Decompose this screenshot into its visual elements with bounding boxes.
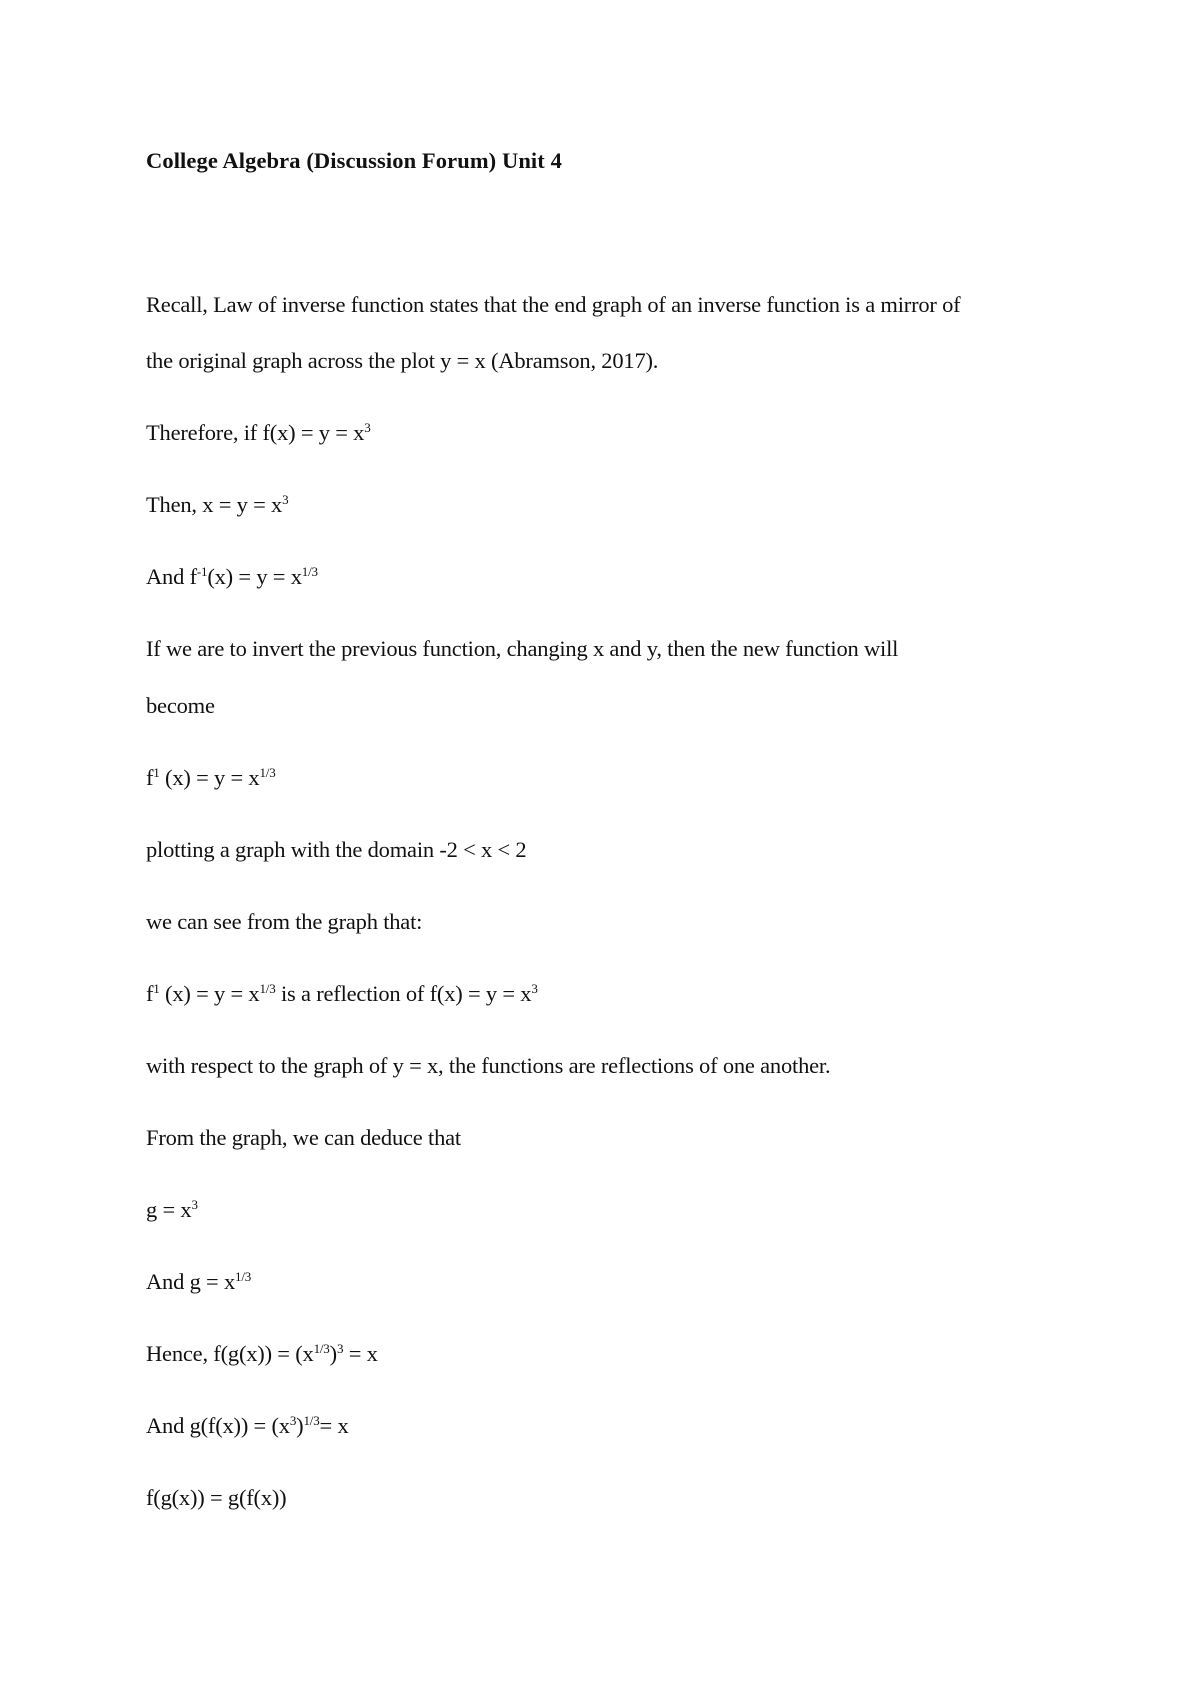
equation-exponent: 1/3 bbox=[301, 563, 318, 579]
equation-line bbox=[146, 1196, 198, 1222]
equation-exponent: 3 bbox=[531, 980, 538, 996]
equation-text: Then, x = y = x bbox=[146, 492, 283, 517]
equation-exponent: 1/3 bbox=[313, 1340, 330, 1356]
equation-exponent: -1 bbox=[196, 563, 208, 579]
equation-text: ) bbox=[296, 1413, 304, 1438]
paragraph-line: From the graph, we can deduce that bbox=[146, 1125, 461, 1150]
equation-text: (x) = y = x bbox=[207, 564, 302, 589]
equation-line bbox=[146, 1268, 252, 1294]
equation-exponent: 3 bbox=[191, 1196, 198, 1212]
equation-line bbox=[146, 980, 538, 1006]
paragraph-line: we can see from the graph that: bbox=[146, 909, 423, 934]
equation-text: f bbox=[146, 981, 154, 1006]
equation-text: Hence, f(g(x)) = (x bbox=[146, 1341, 314, 1366]
equation-line: f(g(x)) = g(f(x)) bbox=[146, 1485, 287, 1510]
equation-text: And g = x bbox=[146, 1269, 236, 1294]
equation-line bbox=[146, 764, 276, 790]
equation-text: is a reflection of f(x) = y = x bbox=[275, 981, 532, 1006]
equation-line bbox=[146, 1412, 349, 1438]
equation-text: And f bbox=[146, 564, 197, 589]
equation-line bbox=[146, 1340, 378, 1366]
equation-exponent: 1/3 bbox=[235, 1268, 252, 1284]
paragraph-line: If we are to invert the previous function, changing x and y, then the new function will bbox=[146, 636, 899, 661]
equation-exponent: 1 bbox=[153, 764, 160, 780]
equation-text: = x bbox=[319, 1413, 349, 1438]
paragraph-line: the original graph across the plot y = x (Abramson, 2017). bbox=[146, 348, 659, 373]
equation-exponent: 1/3 bbox=[259, 980, 276, 996]
document-title: College Algebra (Discussion Forum) Unit 4 bbox=[146, 148, 562, 173]
paragraph-line: Recall, Law of inverse function states that the end graph of an inverse function is a mirror of bbox=[146, 292, 961, 317]
equation-line bbox=[146, 491, 289, 517]
equation-text: (x) = y = x bbox=[159, 981, 260, 1006]
equation-text: f bbox=[146, 765, 154, 790]
equation-text: And g(f(x)) = (x bbox=[146, 1413, 290, 1438]
paragraph-line: with respect to the graph of y = x, the functions are reflections of one another. bbox=[146, 1053, 831, 1078]
paragraph-line: plotting a graph with the domain -2 < x < 2 bbox=[146, 837, 527, 862]
equation-exponent: 3 bbox=[289, 1412, 297, 1428]
equation-exponent: 3 bbox=[336, 1340, 344, 1356]
equation-text: (x) = y = x bbox=[159, 765, 260, 790]
equation-exponent: 1 bbox=[153, 980, 160, 996]
equation-exponent: 3 bbox=[282, 491, 289, 507]
equation-text: g = x bbox=[146, 1197, 192, 1222]
equation-line bbox=[146, 419, 371, 445]
equation-text: Therefore, if f(x) = y = x bbox=[146, 420, 365, 445]
equation-line bbox=[146, 563, 318, 589]
equation-text: = x bbox=[343, 1341, 378, 1366]
equation-exponent: 3 bbox=[364, 419, 371, 435]
equation-exponent: 1/3 bbox=[259, 764, 276, 780]
equation-exponent: 1/3 bbox=[303, 1412, 320, 1428]
equation-text: ) bbox=[329, 1341, 337, 1366]
paragraph-line: become bbox=[146, 693, 215, 718]
